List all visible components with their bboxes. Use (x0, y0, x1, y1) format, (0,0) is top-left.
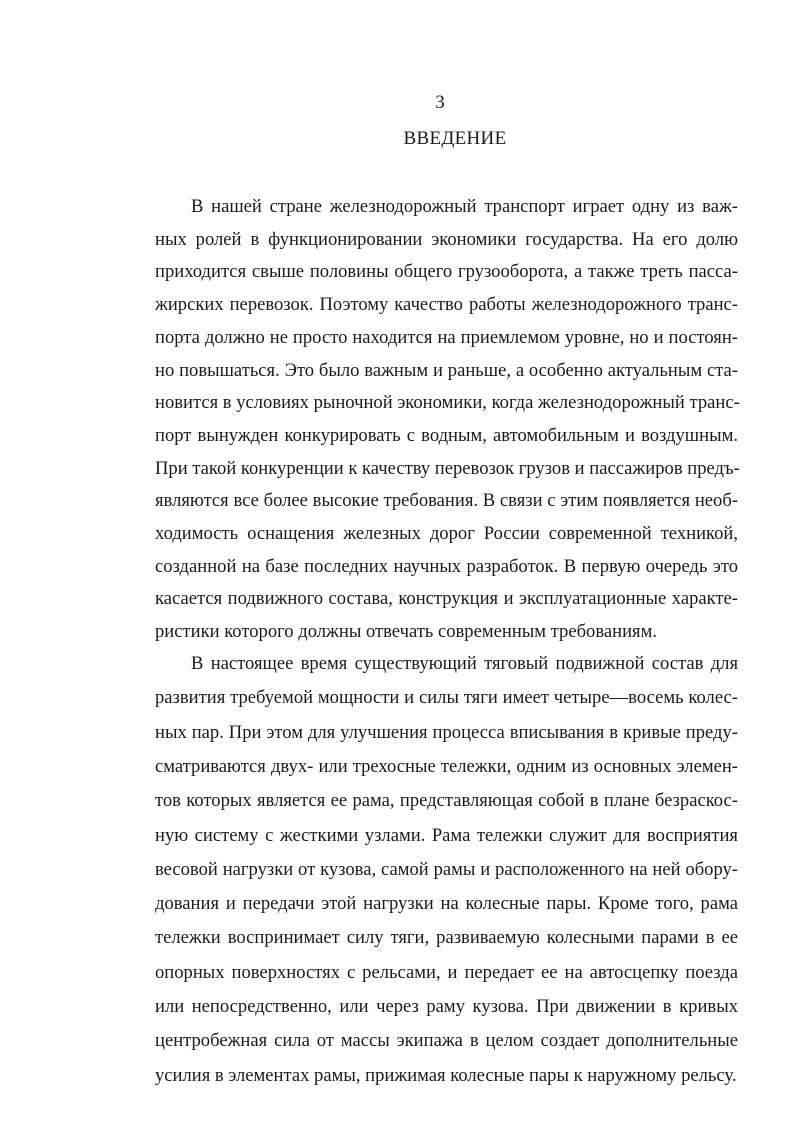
paragraph-line: развития требуемой мощности и силы тяги имеет четыре—восемь колес- (155, 687, 738, 709)
section-heading: ВВЕДЕНИЕ (403, 128, 507, 149)
paragraph-line: ных пар. При этом для улучшения процесса вписывания в кривые преду- (155, 721, 738, 743)
paragraph-line: порта должно не просто находится на приемлемом уровне, но и постоян- (155, 326, 738, 348)
page-number: 3 (435, 92, 445, 113)
paragraph-line: центробежная сила от массы экипажа в целом создает дополнительные (155, 1030, 738, 1052)
paragraph-line: опорных поверхностях с рельсами, и передает ее на автосцепку поезда (155, 961, 738, 983)
paragraph-line: дования и передачи этой нагрузки на колесные пары. Кроме того, рама (155, 893, 738, 915)
paragraph-line: новится в условиях рыночной экономики, когда железнодорожный транс- (155, 392, 740, 414)
paragraph-line: весовой нагрузки от кузова, самой рамы и расположенного на ней обору- (155, 858, 738, 880)
paragraph-line: касается подвижного состава, конструкция и эксплуатационные характе- (155, 588, 738, 610)
paragraph-line: тележки воспринимает силу тяги, развиваемую колесными парами в ее (155, 927, 738, 949)
paragraph-line: ходимость оснащения железных дорог России современной техникой, (155, 523, 738, 544)
paragraph-line: ную систему с жесткими узлами. Рама тележки служит для восприятия (155, 824, 738, 846)
paragraph-line: созданной на базе последних научных разработок. В первую очередь это (155, 555, 738, 577)
paragraph-line: При такой конкуренции к качеству перевозок грузов и пассажиров предъ- (155, 457, 740, 479)
paragraph-line: тов которых является ее рама, представляющая собой в плане безраскос- (155, 790, 738, 812)
paragraph-line: или непосредственно, или через раму кузова. При движении в кривых (155, 996, 738, 1017)
paragraph-line: порт вынужден конкурировать с водным, автомобильным и воздушным. (155, 424, 738, 446)
paragraph-line: В настоящее время существующий тяговый подвижной состав для (191, 653, 738, 674)
paragraph-line: усилия в элементах рамы, прижимая колесные пары к наружному рельсу. (155, 1064, 737, 1086)
paragraph-line: но повышаться. Это было важным и раньше, а особенно актуальным ста- (155, 359, 738, 381)
paragraph-line: являются все более высокие требования. В связи с этим появляется необ- (155, 490, 738, 512)
paragraph-line: приходится свыше половины общего грузооборота, а также треть пасса- (155, 261, 738, 283)
paragraph-line: В нашей стране железнодорожный транспорт играет одну из важ- (191, 196, 738, 217)
paragraph-line: ристики которого должны отвечать современным требованиям. (155, 621, 657, 643)
paragraph-line: жирских перевозок. Поэтому качество работы железнодорожного транс- (155, 294, 738, 316)
paragraph-line: сматриваются двух- или трехосные тележки, одним из основных элемен- (155, 755, 738, 777)
paragraph-line: ных ролей в функционировании экономики государства. На его долю (155, 228, 738, 250)
